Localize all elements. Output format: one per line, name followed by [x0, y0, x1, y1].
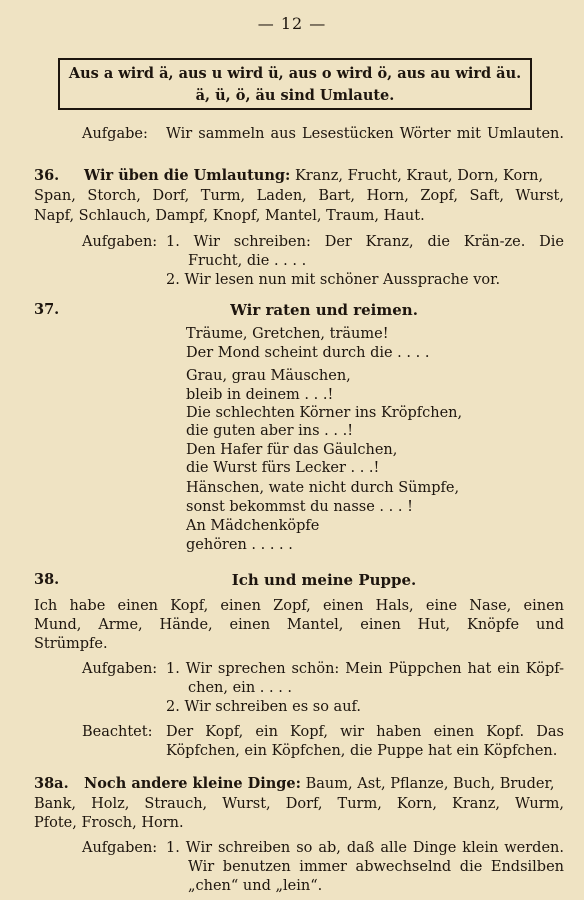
rule-line-2: ä, ü, ö, äu sind Umlaute. — [195, 87, 395, 104]
section-36-line-1 — [84, 166, 564, 186]
section-38a-line-3: Pfote, Frosch, Horn. — [34, 815, 184, 831]
umlaut-rule-box — [58, 58, 532, 110]
poem-line: sonst bekommst du nasse . . . ! — [186, 499, 413, 515]
section-38a-line-1-rest: Baum, Ast, Pflanze, Buch, Bruder, — [305, 776, 555, 792]
section-38a-task-1c: „chen“ und „lein“. — [188, 878, 323, 894]
poem-line: Hänschen, wate nicht durch Sümpfe, — [186, 480, 460, 496]
section-38-title: Ich und meine Puppe. — [231, 571, 417, 589]
section-38a-line-1 — [84, 774, 564, 794]
section-36-tasks-label: Aufgaben: — [82, 234, 158, 250]
section-36-number: 36. — [34, 167, 60, 184]
section-38a-heading: Noch andere kleine Dinge: — [84, 775, 302, 792]
section-37-title: Wir raten und reimen. — [230, 301, 418, 319]
section-36-line-1-rest: Kranz, Frucht, Kraut, Dorn, Korn, — [294, 168, 544, 184]
poem-line: die guten aber ins . . .! — [186, 423, 354, 439]
poem-line: Die schlechten Körner ins Kröpfchen, — [186, 405, 463, 421]
section-38-task-1a: 1. Wir sprechen schön: Mein Püppchen hat ein Köpf- — [166, 661, 564, 677]
poem-line: Den Hafer für das Gäulchen, — [186, 442, 398, 458]
poem-line: bleib in deinem . . .! — [186, 387, 334, 403]
section-38a-task-1a: 1. Wir schreiben so ab, daß alle Dinge klein werden. — [166, 840, 564, 856]
poem-line: Träume, Gretchen, träume! — [186, 326, 389, 342]
intro-task-text: Wir sammeln aus Lesestücken Wörter mit Umlauten. — [166, 126, 564, 142]
rule-line-1: Aus a wird ä, aus u wird ü, aus o wird ö, aus au wird äu. — [68, 65, 522, 82]
section-37-number: 37. — [34, 301, 60, 318]
section-38-tasks-label: Aufgaben: — [82, 661, 158, 677]
poem-line: die Wurst fürs Lecker . . .! — [186, 460, 380, 476]
section-38-line-3: Strümpfe. — [34, 636, 108, 652]
section-36-line-2: Span, Storch, Dorf, Turm, Laden, Bart, Horn, Zopf, Saft, Wurst, — [34, 188, 564, 204]
section-38a-task-1b: Wir benutzen immer abwechselnd die Endsilben — [188, 859, 564, 875]
poem-line: Der Mond scheint durch die . . . . — [186, 345, 430, 361]
section-38a-tasks-label: Aufgaben: — [82, 840, 158, 856]
section-38-note-b: Köpfchen, ein Köpfchen, die Puppe hat ein Köpfchen. — [166, 743, 558, 759]
section-36-line-3: Napf, Schlauch, Dampf, Knopf, Mantel, Traum, Haut. — [34, 208, 425, 224]
poem-line: An Mädchenköpfe — [186, 518, 320, 534]
poem-line: gehören . . . . . — [186, 537, 293, 553]
section-36-task-2: 2. Wir lesen nun mit schöner Aussprache vor. — [166, 272, 501, 288]
section-38-number: 38. — [34, 571, 60, 588]
section-36-task-1a: 1. Wir schreiben: Der Kranz, die Krän-ze. Die — [166, 234, 564, 250]
section-38-note-label: Beachtet: — [82, 724, 153, 740]
page-number: — 12 — — [257, 14, 327, 33]
section-36-heading: Wir üben die Umlautung: — [84, 167, 291, 184]
poem-line: Grau, grau Mäuschen, — [186, 368, 351, 384]
section-38a-number: 38a. — [34, 775, 69, 792]
section-38-task-2: 2. Wir schreiben es so auf. — [166, 699, 361, 715]
section-38-task-1b: chen, ein . . . . — [188, 680, 293, 696]
intro-task-label: Aufgabe: — [82, 126, 148, 142]
section-38-line-2: Mund, Arme, Hände, einen Mantel, einen Hut, Knöpfe und — [34, 617, 564, 633]
section-38a-line-2: Bank, Holz, Strauch, Wurst, Dorf, Turm, Korn, Kranz, Wurm, — [34, 796, 564, 812]
section-36-task-1b: Frucht, die . . . . — [188, 253, 307, 269]
section-38-note-a: Der Kopf, ein Kopf, wir haben einen Kopf. Das — [166, 724, 564, 740]
section-38-line-1: Ich habe einen Kopf, einen Zopf, einen Hals, eine Nase, einen — [34, 598, 564, 614]
